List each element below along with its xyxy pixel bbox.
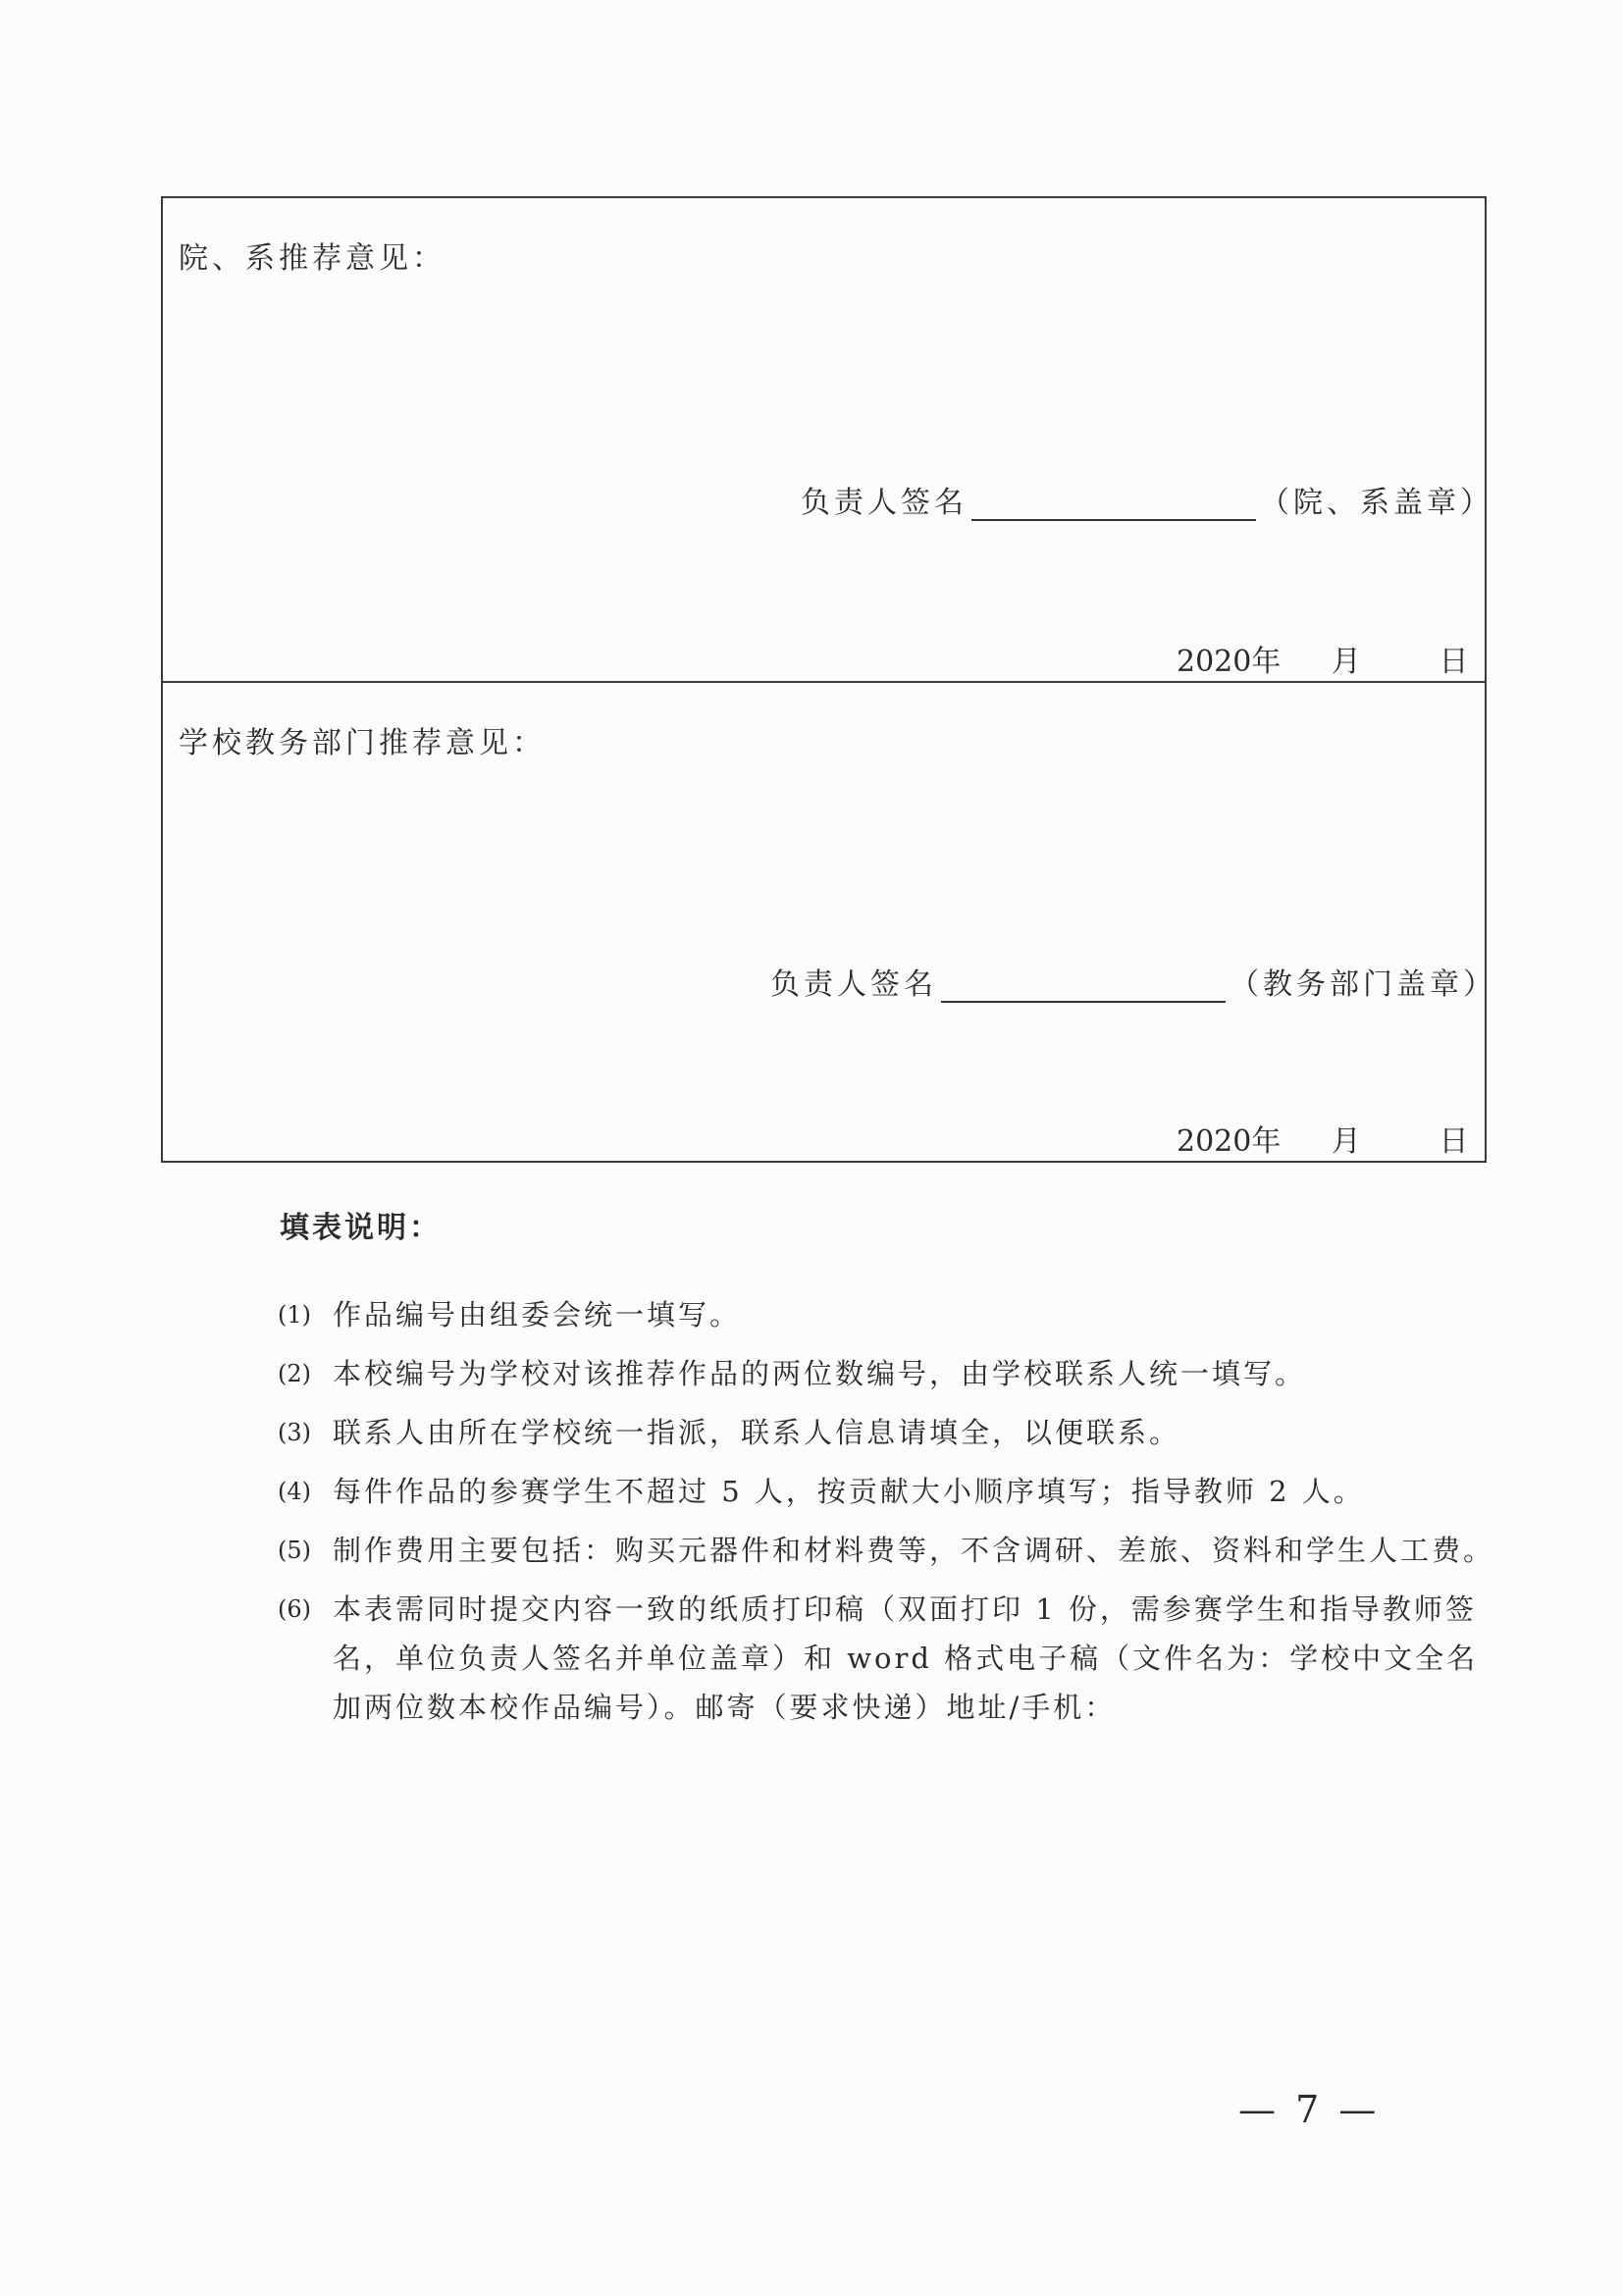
note-item xyxy=(278,1290,1494,1339)
academic-affairs-opinion-label: 学校教务部门推荐意见： xyxy=(179,726,546,760)
date-month: 月 xyxy=(1331,1124,1361,1159)
date-month: 月 xyxy=(1331,645,1361,679)
note-number: (1) xyxy=(278,1301,311,1329)
signature-blank[interactable] xyxy=(971,490,1256,521)
signature-prefix: 负责人签名 xyxy=(770,967,937,1002)
note-number: (6) xyxy=(278,1595,311,1623)
department-opinion-section xyxy=(163,198,1493,683)
date-year: 2020年 xyxy=(1177,645,1282,679)
note-number: (3) xyxy=(278,1419,311,1446)
note-item xyxy=(278,1526,1494,1575)
note-text: 作品编号由组委会统一填写。 xyxy=(333,1298,742,1331)
date-day: 日 xyxy=(1439,1124,1469,1159)
date-year: 2020年 xyxy=(1177,1124,1282,1159)
note-item xyxy=(278,1585,1494,1732)
note-text: 联系人由所在学校统一指派，联系人信息请填全，以便联系。 xyxy=(333,1416,1181,1449)
academic-affairs-opinion-section xyxy=(163,683,1496,1163)
notes-title: 填表说明： xyxy=(280,1211,442,1245)
note-item xyxy=(278,1349,1494,1398)
department-signature-line xyxy=(801,478,1493,521)
note-number: (5) xyxy=(278,1537,311,1564)
page-number: — 7 — xyxy=(1238,2088,1381,2131)
recommendation-form-table xyxy=(161,196,1496,1163)
note-number: (4) xyxy=(278,1478,311,1505)
note-item xyxy=(278,1408,1494,1457)
academic-affairs-signature-line xyxy=(770,960,1496,1003)
note-text: 本表需同时提交内容一致的纸质打印稿（双面打印 1 份，需参赛学生和指导教师签名，单位负责人签名并单位盖章）和 word 格式电子稿（文件名为：学校中文全名加两位数本校作品编号）。邮寄（要求快递）地址/手机： xyxy=(333,1592,1479,1724)
academic-affairs-date xyxy=(1177,1117,1468,1160)
stamp-note: （教务部门盖章） xyxy=(1230,967,1496,1002)
note-item xyxy=(278,1467,1494,1516)
notes-list xyxy=(278,1290,1494,1742)
date-day: 日 xyxy=(1439,645,1469,679)
note-text: 制作费用主要包括：购买元器件和材料费等，不含调研、差旅、资料和学生人工费。 xyxy=(333,1534,1495,1567)
stamp-note: （院、系盖章） xyxy=(1260,486,1493,520)
signature-prefix: 负责人签名 xyxy=(801,486,968,520)
note-text: 每件作品的参赛学生不超过 5 人，按贡献大小顺序填写；指导教师 2 人。 xyxy=(333,1475,1365,1508)
note-number: (2) xyxy=(278,1360,311,1387)
department-opinion-label: 院、系推荐意见： xyxy=(179,241,445,276)
signature-blank[interactable] xyxy=(941,971,1226,1003)
note-text: 本校编号为学校对该推荐作品的两位数编号，由学校联系人统一填写。 xyxy=(333,1357,1307,1390)
department-date xyxy=(1177,637,1468,680)
